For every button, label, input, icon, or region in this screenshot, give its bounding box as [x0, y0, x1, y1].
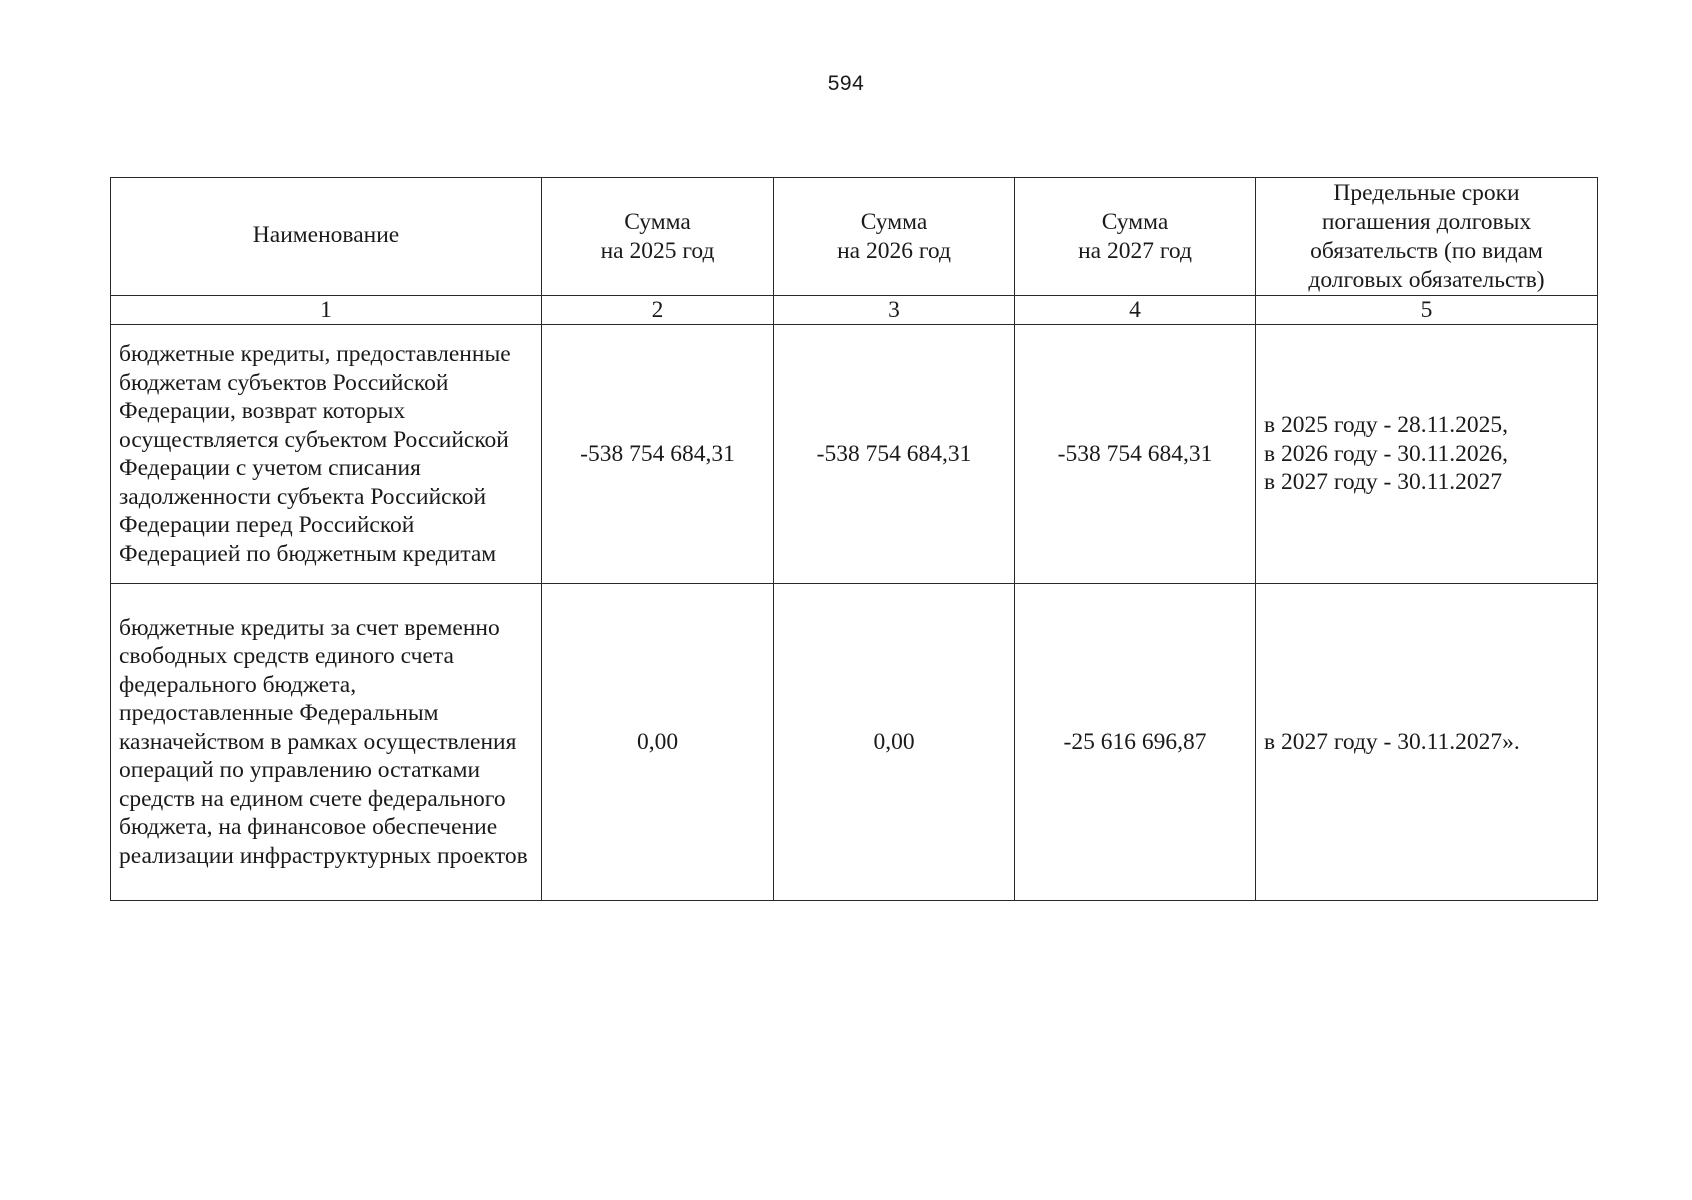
- header-sum-2026-line-2: на 2026 год: [837, 237, 951, 264]
- header-terms-line-3: обязательств (по видам: [1310, 237, 1543, 264]
- column-number-5: 5: [1256, 296, 1598, 325]
- column-number-row: [111, 296, 1598, 325]
- header-terms-line-4: долговых обязательств): [1308, 266, 1545, 293]
- row-1-term-2: в 2026 году - 30.11.2026,: [1264, 440, 1509, 467]
- column-number-3: 3: [774, 296, 1015, 325]
- column-number-1: 1: [111, 296, 542, 325]
- row-1-sum-2025: -538 754 684,31: [542, 325, 774, 584]
- column-number-2: 2: [542, 296, 774, 325]
- budget-credits-table: [110, 177, 1598, 901]
- row-2-name: бюджетные кредиты за счет временно свободных средств единого счета федерального бюджета, предоставленные Федеральным казначейством в рамках осуществления операций по управлению остатками средств на едином счете федерального бюджета, на финансовое обеспечение реализации инфраструктурных проектов: [111, 584, 542, 901]
- header-sum-2026-line-1: Сумма: [860, 208, 928, 235]
- header-terms-line-2: погашения долговых: [1321, 208, 1532, 235]
- table-row: [111, 325, 1598, 584]
- header-terms-line-1: Предельные сроки: [1333, 179, 1520, 206]
- row-1-name: бюджетные кредиты, предоставленные бюджетам субъектов Российской Федерации, возврат которых осуществляется субъектом Российской Федерации с учетом списания задолженности субъекта Российской Федерации перед Российской Федерацией по бюджетным кредитам: [111, 325, 542, 584]
- row-2-term-1: в 2027 году - 30.11.2027».: [1264, 728, 1520, 755]
- header-terms: [1256, 178, 1598, 296]
- header-sum-2025-line-1: Сумма: [624, 208, 691, 235]
- row-1-sum-2026: -538 754 684,31: [774, 325, 1015, 584]
- row-1-term-1: в 2025 году - 28.11.2025,: [1264, 412, 1509, 439]
- header-sum-2026: [774, 178, 1015, 296]
- header-sum-2027-line-1: Сумма: [1101, 208, 1169, 235]
- table-header-row: [111, 178, 1598, 296]
- table-row: [111, 584, 1598, 901]
- column-number-4: 4: [1015, 296, 1256, 325]
- row-2-sum-2026: 0,00: [774, 584, 1015, 901]
- row-2-sum-2025: 0,00: [542, 584, 774, 901]
- header-sum-2027: [1015, 178, 1256, 296]
- header-sum-2025-line-2: на 2025 год: [600, 237, 715, 264]
- row-1-sum-2027: -538 754 684,31: [1015, 325, 1256, 584]
- row-1-term-3: в 2027 году - 30.11.2027: [1264, 469, 1503, 496]
- header-name: Наименование: [111, 178, 542, 296]
- header-sum-2025: [542, 178, 774, 296]
- page-number: 594: [827, 72, 865, 95]
- row-2-terms: [1256, 584, 1598, 901]
- row-2-sum-2027: -25 616 696,87: [1015, 584, 1256, 901]
- header-sum-2027-line-2: на 2027 год: [1078, 237, 1192, 264]
- row-1-terms: [1256, 325, 1598, 584]
